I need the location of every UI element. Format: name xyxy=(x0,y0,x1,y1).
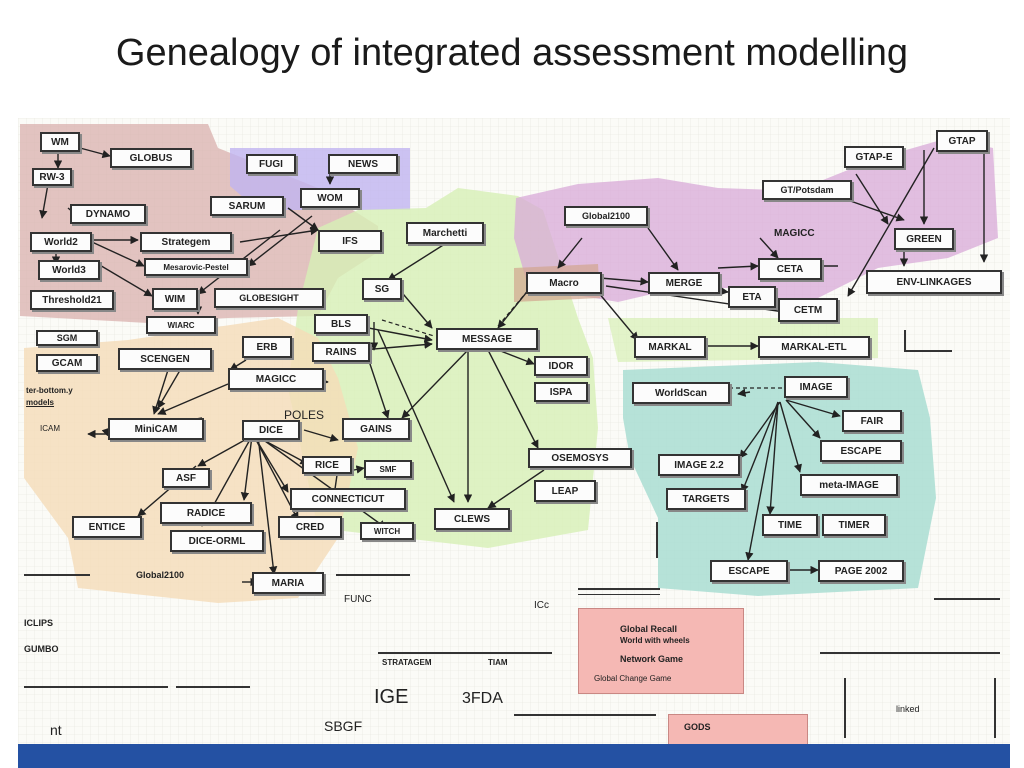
label-func: FUNC xyxy=(344,594,372,605)
bottom-bar xyxy=(18,744,1010,768)
node-world3[interactable]: World3 xyxy=(38,260,100,280)
node-leap[interactable]: LEAP xyxy=(534,480,596,502)
label-iclips: ICLIPS xyxy=(24,618,54,628)
rule-m xyxy=(656,522,658,558)
node-dice[interactable]: DICE xyxy=(242,420,300,440)
slide-title: Genealogy of integrated assessment modelling xyxy=(115,32,909,74)
label-linked: linked xyxy=(896,704,920,714)
rule-g xyxy=(176,686,250,688)
rule-j xyxy=(820,652,1000,654)
label-global-change-game: Global Change Game xyxy=(594,674,672,683)
node-threshold21[interactable]: Threshold21 xyxy=(30,290,114,310)
node-ceta[interactable]: CETA xyxy=(758,258,822,280)
bracket-right-h xyxy=(904,350,952,352)
label-ige: IGE xyxy=(374,686,409,708)
node-gtap-e[interactable]: GTAP-E xyxy=(844,146,904,168)
rule-c xyxy=(578,588,660,590)
node-envlinkages[interactable]: ENV-LINKAGES xyxy=(866,270,1002,294)
node-markal-etl[interactable]: MARKAL-ETL xyxy=(758,336,870,358)
node-dynamo[interactable]: DYNAMO xyxy=(70,204,146,224)
node-sgm[interactable]: SGM xyxy=(36,330,98,346)
node-eta[interactable]: ETA xyxy=(728,286,776,308)
node-globus[interactable]: GLOBUS xyxy=(110,148,192,168)
node-rice[interactable]: RICE xyxy=(302,456,352,474)
node-macro[interactable]: Macro xyxy=(526,272,602,294)
node-witch[interactable]: WITCH xyxy=(360,522,414,540)
label-ter-bottom: ter-bottom.y xyxy=(26,386,73,395)
node-erb[interactable]: ERB xyxy=(242,336,292,358)
node-dice-orml[interactable]: DICE-ORML xyxy=(170,530,264,552)
node-targets[interactable]: TARGETS xyxy=(666,488,746,510)
node-gcam[interactable]: GCAM xyxy=(36,354,98,372)
node-strategem[interactable]: Strategem xyxy=(140,232,232,252)
node-sg[interactable]: SG xyxy=(362,278,402,300)
node-news[interactable]: NEWS xyxy=(328,154,398,174)
node-timer[interactable]: TIMER xyxy=(822,514,886,536)
node-message[interactable]: MESSAGE xyxy=(436,328,538,350)
node-ispa[interactable]: ISPA xyxy=(534,382,588,402)
node-maria[interactable]: MARIA xyxy=(252,572,324,594)
label-network-game: Network Game xyxy=(620,654,684,664)
node-minicam[interactable]: MiniCAM xyxy=(108,418,204,440)
node-sarum[interactable]: SARUM xyxy=(210,196,284,216)
node-scengen[interactable]: SCENGEN xyxy=(118,348,212,370)
rule-e xyxy=(934,598,1000,600)
label-fda: 3FDA xyxy=(462,690,503,707)
node-gtap[interactable]: GTAP xyxy=(936,130,988,152)
label-slide-counter: nt xyxy=(50,722,62,738)
bracket-right xyxy=(904,330,906,352)
node-marchetti[interactable]: Marchetti xyxy=(406,222,484,244)
node-entice[interactable]: ENTICE xyxy=(72,516,142,538)
label-models: models xyxy=(26,398,55,407)
label-global-recall: Global Recall xyxy=(620,624,678,634)
label-gods: GODS xyxy=(684,722,711,732)
label-gumbo: GUMBO xyxy=(24,644,59,654)
node-rw3[interactable]: RW-3 xyxy=(32,168,72,186)
node-wiarc[interactable]: WIARC xyxy=(146,316,216,334)
rule-a xyxy=(24,574,90,576)
node-globesight[interactable]: GLOBESIGHT xyxy=(214,288,324,308)
rule-b xyxy=(336,574,410,576)
node-world2[interactable]: World2 xyxy=(30,232,92,252)
node-bls[interactable]: BLS xyxy=(314,314,368,334)
rule-d xyxy=(578,594,660,595)
node-image[interactable]: IMAGE xyxy=(784,376,848,398)
label-global2100-lower: Global2100 xyxy=(136,570,185,580)
genealogy-diagram xyxy=(18,118,1010,768)
node-markal[interactable]: MARKAL xyxy=(634,336,706,358)
node-gains[interactable]: GAINS xyxy=(342,418,410,440)
node-wom[interactable]: WOM xyxy=(300,188,360,208)
node-osemosys[interactable]: OSEMOSYS xyxy=(528,448,632,468)
node-clews[interactable]: CLEWS xyxy=(434,508,510,530)
node-fair[interactable]: FAIR xyxy=(842,410,902,432)
node-cred[interactable]: CRED xyxy=(278,516,342,538)
label-tiam: TIAM xyxy=(488,658,508,667)
label-worlds-of-wheels: World with wheels xyxy=(620,636,690,645)
node-magicc[interactable]: MAGICC xyxy=(228,368,324,390)
node-idor[interactable]: IDOR xyxy=(534,356,588,376)
label-strategem-ti: STRATAGEM xyxy=(382,658,432,667)
label-icam: ICAM xyxy=(40,424,60,433)
label-poles: POLES xyxy=(284,408,325,422)
node-escape-top[interactable]: ESCAPE xyxy=(820,440,902,462)
node-green[interactable]: GREEN xyxy=(894,228,954,250)
node-radice[interactable]: RADICE xyxy=(160,502,252,524)
node-metaimage[interactable]: meta-IMAGE xyxy=(800,474,898,496)
node-page2002[interactable]: PAGE 2002 xyxy=(818,560,904,582)
node-wim[interactable]: WIM xyxy=(152,288,198,310)
node-ifs[interactable]: IFS xyxy=(318,230,382,252)
node-smf[interactable]: SMF xyxy=(364,460,412,478)
node-fugi[interactable]: FUGI xyxy=(246,154,296,174)
node-mesarovic[interactable]: Mesarovic-Pestel xyxy=(144,258,248,276)
node-worldscan[interactable]: WorldScan xyxy=(632,382,730,404)
node-cetm[interactable]: CETM xyxy=(778,298,838,322)
node-merge[interactable]: MERGE xyxy=(648,272,720,294)
node-image22[interactable]: IMAGE 2.2 xyxy=(658,454,740,476)
label-icc: ICc xyxy=(534,600,549,611)
node-escape[interactable]: ESCAPE xyxy=(710,560,788,582)
rule-i xyxy=(514,714,656,716)
node-asf[interactable]: ASF xyxy=(162,468,210,488)
node-connecticut[interactable]: CONNECTICUT xyxy=(290,488,406,510)
node-rains[interactable]: RAINS xyxy=(312,342,370,362)
rule-f xyxy=(24,686,168,688)
label-sbgf: SBGF xyxy=(324,718,363,734)
rule-h xyxy=(378,652,552,654)
node-global2100[interactable]: Global2100 xyxy=(564,206,648,226)
rule-l xyxy=(994,678,996,738)
node-time[interactable]: TIME xyxy=(762,514,818,536)
label-magicc-right: MAGICC xyxy=(774,228,815,239)
rule-k xyxy=(844,678,846,738)
node-gtpotsdam[interactable]: GT/Potsdam xyxy=(762,180,852,200)
node-wm[interactable]: WM xyxy=(40,132,80,152)
